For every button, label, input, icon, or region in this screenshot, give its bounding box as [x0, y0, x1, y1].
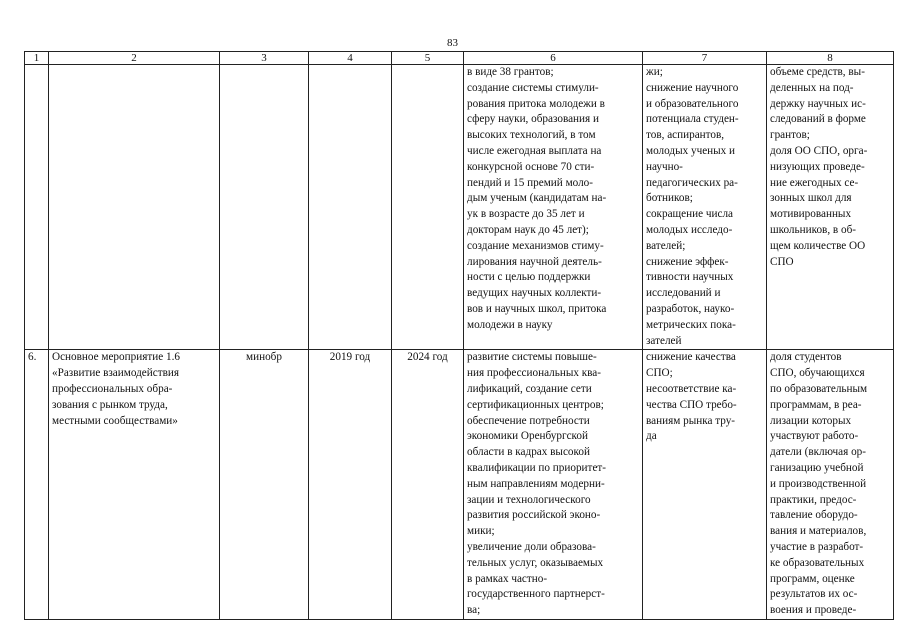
activity-name	[49, 65, 220, 350]
page-number: 83	[447, 37, 458, 49]
text-line: вателей;	[646, 239, 686, 252]
expected-results	[464, 350, 643, 620]
text-line: зации и технологического	[467, 493, 591, 506]
text-line: ние ежегодных се-	[770, 176, 859, 189]
text-line: увеличение доли образова-	[467, 540, 596, 553]
text-line: СПО;	[646, 367, 673, 380]
text-line: лизации которых	[770, 414, 852, 427]
table-row	[25, 65, 894, 350]
text-line: ния профессиональных ква-	[467, 367, 601, 380]
text-line: ведущих научных коллекти-	[467, 287, 602, 300]
text-line: области в кадрах высокой	[467, 446, 590, 459]
text-line: ганизацию учебной	[770, 461, 864, 474]
text-line: ности с целью поддержки	[467, 271, 591, 284]
text-line: доля студентов	[770, 351, 842, 364]
text-line: ва;	[467, 604, 481, 617]
text-line: школьников, в об-	[770, 223, 857, 236]
text-line: и образовательного	[646, 97, 739, 110]
text-line: развитие системы повыше-	[467, 351, 597, 364]
text-line: держку научных ис-	[770, 97, 866, 110]
column-number: 6	[464, 52, 643, 65]
text-line: СПО	[770, 255, 794, 268]
start-year: 2019 год	[309, 350, 392, 620]
text-line: следований в форме	[770, 113, 866, 126]
text-line: потенциала студен-	[646, 113, 739, 126]
text-line: сокращение числа	[646, 208, 733, 221]
text-line: обеспечение потребности	[467, 414, 590, 427]
text-line: создание механизмов стиму-	[467, 239, 604, 252]
text-line: объеме средств, вы-	[770, 66, 865, 78]
text-line: да	[646, 430, 657, 443]
text-line: числе ежегодная выплата на	[467, 144, 602, 157]
text-line: чества СПО требо-	[646, 398, 737, 411]
text-line: по образовательным	[770, 382, 868, 395]
text-line: экономики Оренбургской	[467, 430, 588, 443]
text-line: молодых ученых и	[646, 144, 736, 157]
column-number: 8	[767, 52, 894, 65]
text-line: вов и научных школ, притока	[467, 302, 607, 315]
text-line: разработок, науко-	[646, 302, 735, 315]
text-line: дым ученым (кандидатам на-	[467, 192, 607, 205]
text-line: зателей	[646, 334, 682, 347]
text-line: создание системы стимули-	[467, 81, 599, 94]
text-line: ботников;	[646, 192, 693, 205]
start-year	[309, 65, 392, 350]
text-line: молодых исследо-	[646, 223, 733, 236]
column-number: 3	[220, 52, 309, 65]
text-line: тавление оборудо-	[770, 509, 858, 522]
text-line: лирования научной деятель-	[467, 255, 602, 268]
text-line: Основное мероприятие 1.6	[52, 351, 180, 364]
text-line: программ, оценке	[770, 572, 855, 585]
text-line: рования притока молодежи в	[467, 97, 605, 110]
text-line: тельных услуг, оказываемых	[467, 556, 604, 569]
text-line: местными сообществами»	[52, 414, 178, 427]
text-line: ным направлениям модерни-	[467, 477, 605, 490]
text-line: ук в возрасте до 35 лет и	[467, 208, 585, 221]
row-number: 6.	[25, 350, 49, 620]
text-line: зонных школ для	[770, 192, 852, 205]
text-line: пендий и 15 премий моло-	[467, 176, 593, 189]
text-line: деленных на под-	[770, 81, 854, 94]
text-line: ваниям рынка тру-	[646, 414, 736, 427]
text-line: в виде 38 грантов;	[467, 66, 554, 78]
text-line: снижение эффек-	[646, 255, 729, 268]
column-number-row	[25, 52, 894, 65]
text-line: лификаций, создание сети	[467, 382, 592, 395]
text-line: метрических пока-	[646, 318, 736, 331]
text-line: тов, аспирантов,	[646, 129, 725, 142]
text-line: квалификации по приоритет-	[467, 461, 607, 474]
executor: минобр	[220, 350, 309, 620]
table-row	[25, 350, 894, 620]
text-line: сертификационных центров;	[467, 398, 604, 411]
text-line: и производственной	[770, 477, 867, 490]
text-line: сферу науки, образования и	[467, 113, 599, 126]
non-implementation-consequences	[643, 65, 767, 350]
activity-name	[49, 350, 220, 620]
text-line: воения и проведе-	[770, 604, 857, 617]
text-line: молодежи в науку	[467, 318, 553, 331]
column-number: 1	[25, 52, 49, 65]
text-line: развития российской эконо-	[467, 509, 601, 522]
column-number: 5	[392, 52, 464, 65]
text-line: ке образовательных	[770, 556, 865, 569]
text-line: низующих проведе-	[770, 160, 865, 173]
text-line: участие в разработ-	[770, 540, 864, 553]
indicators	[767, 350, 894, 620]
text-line: профессиональных обра-	[52, 382, 173, 395]
text-line: участвуют работо-	[770, 430, 859, 443]
end-year: 2024 год	[392, 350, 464, 620]
text-line: СПО, обучающихся	[770, 367, 865, 380]
executor	[220, 65, 309, 350]
expected-results	[464, 65, 643, 350]
text-line: вания и материалов,	[770, 525, 867, 538]
text-line: датели (включая ор-	[770, 446, 866, 459]
text-line: несоответствие ка-	[646, 382, 737, 395]
text-line: доля ОО СПО, орга-	[770, 144, 868, 157]
text-line: педагогических ра-	[646, 176, 738, 189]
text-line: мотивированных	[770, 208, 852, 221]
text-line: «Развитие взаимодействия	[52, 367, 180, 380]
text-line: зования с рынком труда,	[52, 398, 168, 411]
program-table	[24, 51, 894, 620]
text-line: результатов их ос-	[770, 588, 858, 601]
row-number	[25, 65, 49, 350]
text-line: тивности научных	[646, 271, 734, 284]
text-line: исследований и	[646, 287, 721, 300]
text-line: высоких технологий, в том	[467, 129, 596, 142]
text-line: жи;	[646, 66, 663, 78]
text-line: в рамках частно-	[467, 572, 548, 585]
text-line: докторам наук до 45 лет);	[467, 223, 589, 236]
indicators	[767, 65, 894, 350]
text-line: практики, предос-	[770, 493, 857, 506]
column-number: 4	[309, 52, 392, 65]
text-line: научно-	[646, 160, 683, 173]
text-line: грантов;	[770, 129, 810, 142]
text-line: государственного партнерст-	[467, 588, 605, 601]
text-line: снижение качества	[646, 351, 736, 364]
text-line: снижение научного	[646, 81, 739, 94]
text-line: конкурсной основе 70 сти-	[467, 160, 595, 173]
non-implementation-consequences	[643, 350, 767, 620]
column-number: 7	[643, 52, 767, 65]
text-line: щем количестве ОО	[770, 239, 866, 252]
text-line: мики;	[467, 525, 495, 538]
text-line: программам, в реа-	[770, 398, 862, 411]
end-year	[392, 65, 464, 350]
column-number: 2	[49, 52, 220, 65]
